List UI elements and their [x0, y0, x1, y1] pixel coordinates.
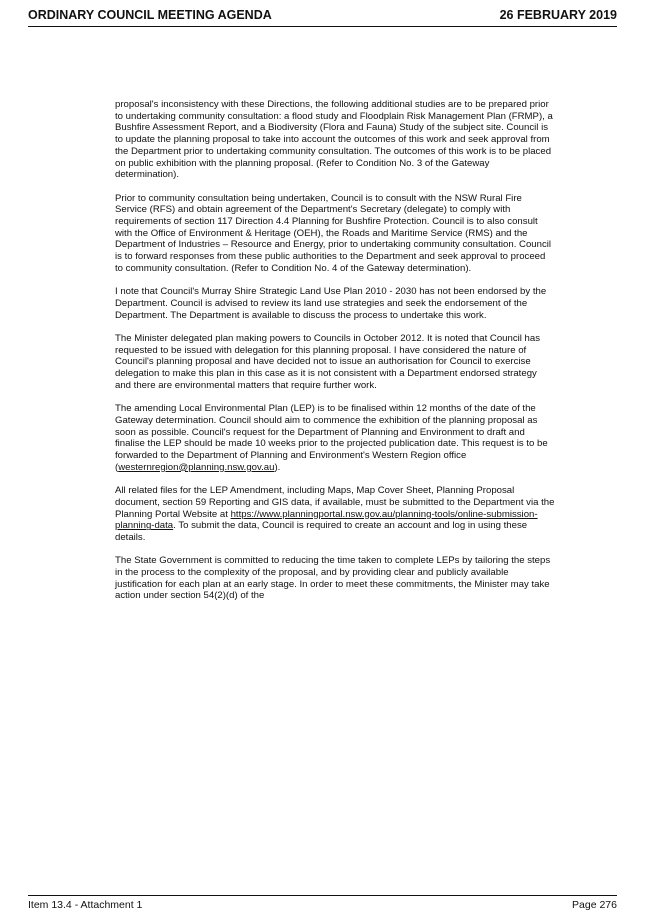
western-region-email-link[interactable]: westernregion@planning.nsw.gov.au [118, 461, 275, 473]
paren-close: ). [274, 461, 281, 473]
page-header [28, 6, 617, 27]
paragraph-lep-finalisation [115, 403, 555, 473]
agenda-title: ORDINARY COUNCIL MEETING AGENDA [28, 8, 272, 22]
paragraph-land-use-plan: I note that Council's Murray Shire Strategic Land Use Plan 2010 - 2030 has not been endorsed by the Department. Council is advised to review its land use strategies and seek the endorsement of the Department. The Department is available to discuss the process to undertake this work. [115, 286, 547, 321]
page-number: Page 276 [572, 899, 617, 911]
meeting-date: 26 FEBRUARY 2019 [499, 8, 617, 22]
related-files-after: . To submit the data, Council is required to create an account and log in using these details. [115, 520, 528, 543]
paragraph-delegation: The Minister delegated plan making powers to Councils in October 2012. It is noted that Council has requested to be issued with delegation for this planning proposal. I have considered the nature of Council's planning proposal and have decided not to issue an authorisation for Council to exercise delegation to make this plan in this case as it is not consistent with a Department endorsed strategy and there are environmental matters that require further work. [115, 333, 541, 391]
attachment-label: Item 13.4 - Attachment 1 [28, 899, 143, 911]
planning-portal-link[interactable]: https://www.planningportal.nsw.gov.au/planning-tools/online-submission-planning-data [115, 508, 538, 532]
paragraph-consultation: Prior to community consultation being undertaken, Council is to consult with the NSW Rural Fire Service (RFS) and obtain agreement of the Department's Secretary (delegate) to comply with requirements of section 117 Direction 4.4 Planning for Bushfire Protection. Council is to also consult with the Office of Environment & Heritage (OEH), the Roads and Maritime Service (RMS) and the Department of Industries – Resource and Energy, prior to undertaking community consultation. Council is to forward responses from these public authorities to the Department and seek approval to proceed to community consultation. (Refer to Condition No. 4 of the Gateway determination). [115, 192, 552, 274]
paragraph-state-government: The State Government is committed to reducing the time taken to complete LEPs by tailoring the steps in the process to the complexity of the proposal, and by providing clear and publicly available justification for each plan at an early stage. In order to meet these commitments, the Minister may take action under section 54(2)(d) of the [115, 555, 551, 602]
paragraph-additional-studies: proposal's inconsistency with these Directions, the following additional studies are to be prepared prior to undertaking community consultation: a flood study and Floodplain Risk Management Plan (FRMP), a Bushfire Assessment Report, and a Biodiversity (Flora and Fauna) Study of the subject site. Council is to update the planning proposal to take into account the outcomes of this work and seek approval from the Department prior to undertaking community consultation. The outcomes of this work is to be placed on public exhibition with the planning proposal. (Refer to Condition No. 3 of the Gateway determination). [115, 99, 553, 181]
page-footer [28, 895, 617, 914]
paren-open: ( [115, 461, 119, 473]
lep-finalisation-text: The amending Local Environmental Plan (LEP) is to be finalised within 12 months of the date of the Gateway determination. Council should aim to commence the exhibition of the planning proposal as soon as possible. Council's request for the Department of Planning and Environment to draft and finalise the LEP should be made 10 weeks prior to the projected publication date. This request is to be forwarded to the Department of Planning and Environment's Western Region office [115, 403, 548, 462]
letter-body [115, 99, 555, 614]
related-files-text: All related files for the LEP Amendment, including Maps, Map Cover Sheet, Planning Proposal document, section 59 Reporting and GIS data, if available, must be submitted to the Department via the Planning Portal Website at [115, 485, 555, 520]
paragraph-related-files [115, 485, 555, 544]
